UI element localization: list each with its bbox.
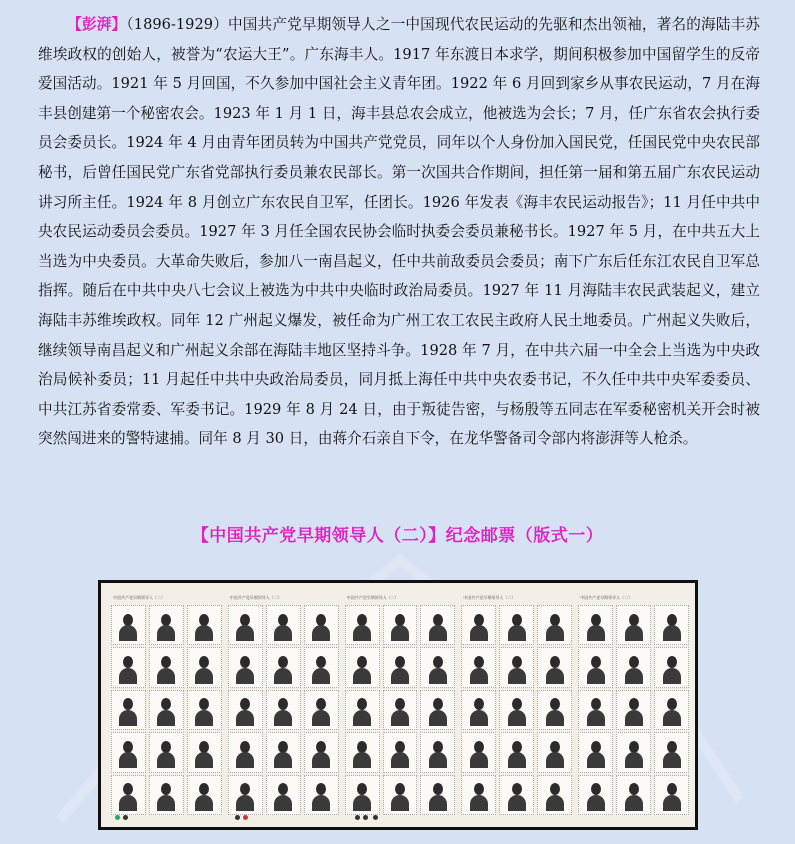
color-mark [123, 815, 128, 820]
pane-title: 中国共产党早期领导人（二） [463, 595, 516, 600]
stamp-portrait [616, 647, 651, 687]
stamp-portrait [461, 690, 496, 730]
pane-title: 中国共产党早期领导人（二） [580, 595, 633, 600]
stamp-portrait [654, 732, 689, 772]
stamp-portrait [499, 690, 534, 730]
stamp-portrait [537, 647, 572, 687]
stamp-sheet [111, 597, 689, 815]
stamp-portrait [578, 605, 613, 645]
biography-paragraph [38, 10, 760, 454]
stamp-portrait [304, 732, 339, 772]
stamp-portrait [420, 732, 455, 772]
stamp-pane [461, 597, 572, 815]
stamp-portrait [345, 775, 380, 815]
stamp-portrait [654, 605, 689, 645]
stamp-portrait [383, 605, 418, 645]
stamp-portrait [420, 647, 455, 687]
person-name: 【彭湃】 [67, 16, 127, 33]
stamp-portrait [420, 690, 455, 730]
stamp-portrait [461, 647, 496, 687]
stamp-portrait [578, 775, 613, 815]
stamp-portrait [111, 775, 146, 815]
stamp-portrait [266, 647, 301, 687]
stamp-portrait [111, 690, 146, 730]
sheet-color-marks [115, 815, 681, 821]
color-mark [243, 815, 248, 820]
stamp-portrait [187, 732, 222, 772]
stamp-portrait [654, 690, 689, 730]
stamp-portrait [187, 690, 222, 730]
stamp-portrait [228, 775, 263, 815]
stamp-portrait [616, 732, 651, 772]
stamp-portrait [149, 690, 184, 730]
stamp-pane [578, 597, 689, 815]
stamp-portrait [461, 775, 496, 815]
stamp-portrait [383, 647, 418, 687]
stamp-portrait [304, 647, 339, 687]
stamp-portrait [149, 775, 184, 815]
stamp-portrait [499, 732, 534, 772]
stamp-portrait [537, 775, 572, 815]
stamp-portrait [187, 647, 222, 687]
stamp-portrait [187, 775, 222, 815]
color-mark [235, 815, 240, 820]
stamp-portrait [578, 647, 613, 687]
stamp-portrait [616, 605, 651, 645]
stamp-portrait [537, 732, 572, 772]
stamp-sheet-image [98, 580, 698, 830]
stamp-portrait [111, 732, 146, 772]
stamp-portrait [345, 732, 380, 772]
stamp-portrait [149, 605, 184, 645]
pane-title: 中国共产党早期领导人（二） [113, 595, 165, 600]
stamp-portrait [578, 732, 613, 772]
color-mark [115, 815, 120, 820]
stamp-portrait [228, 647, 263, 687]
stamp-portrait [654, 647, 689, 687]
stamp-portrait [304, 775, 339, 815]
color-mark [355, 815, 360, 820]
stamp-portrait [499, 647, 534, 687]
stamp-portrait [345, 605, 380, 645]
stamp-pane [228, 597, 339, 815]
stamp-portrait [537, 605, 572, 645]
stamp-portrait [383, 732, 418, 772]
stamp-portrait [304, 690, 339, 730]
stamp-portrait [228, 732, 263, 772]
stamp-portrait [616, 690, 651, 730]
stamp-portrait [266, 775, 301, 815]
stamp-portrait [383, 690, 418, 730]
stamp-portrait [266, 605, 301, 645]
stamp-portrait [537, 690, 572, 730]
stamp-portrait [616, 775, 651, 815]
stamp-portrait [149, 647, 184, 687]
stamp-portrait [111, 647, 146, 687]
stamp-portrait [420, 775, 455, 815]
stamp-portrait [266, 732, 301, 772]
pane-title: 中国共产党早期领导人（二） [229, 595, 282, 600]
color-mark [373, 815, 378, 820]
stamp-portrait [420, 605, 455, 645]
stamp-pane [111, 597, 222, 815]
stamp-portrait [345, 647, 380, 687]
stamp-portrait [499, 775, 534, 815]
stamp-portrait [345, 690, 380, 730]
stamp-portrait [383, 775, 418, 815]
stamp-portrait [461, 732, 496, 772]
stamp-portrait [149, 732, 184, 772]
stamp-portrait [461, 605, 496, 645]
stamp-portrait [654, 775, 689, 815]
stamp-portrait [228, 690, 263, 730]
color-mark [363, 815, 368, 820]
stamp-portrait [187, 605, 222, 645]
stamp-portrait [228, 605, 263, 645]
pane-title: 中国共产党早期领导人（二） [346, 595, 399, 600]
stamp-portrait [304, 605, 339, 645]
stamp-caption: 【中国共产党早期领导人（二）】纪念邮票（版式一） [191, 526, 604, 546]
biography-text: （1896-1929）中国共产党早期领导人之一中国现代农民运动的先驱和杰出领袖，著名的海陆丰苏维埃政权的创始人，被誉为“农运大王”。广东海丰人。1917 年东渡日本求学，期间积极参加中国留学生的反帝爱国活动。1921 年 5 月回国，不久参加中国社会主义青年团。1922 年 6 月回到家乡从事农民运动，7 月在海丰县创建第一个秘密农会。1923 年 1 月 1 日，海丰县总农会成立，他被选为会长；7 月，任广东省农会执行委员会委员长。1924 年 4 月由青年团员转为中国共产党党员，同年以个人身份加入国民党，任国民党中央农民部秘书，后曾任国民党广东省党部执行委员兼农民部长。第一次国共合作期间，担任第一届和第五届广东农民运动讲习所主任。1924 年 8 月创立广东农民自卫军，任团长。1926 年发表《海丰农民运动报告》；11 月任中共中央农民运动委员会委员。1927 年 3 月任全国农民协会临时执委会委员兼秘书长。1927 年 5 月，在中共五大上当选为中央委员。大革命失败后，参加八一南昌起义，任中共前敌委员会委员；南下广东后任东江农民自卫军总指挥。随后在中共中央八七会议上被选为中共中央临时政治局委员。1927 年 11 月海陆丰农民武装起义，建立海陆丰苏维埃政权。同年 12 广州起义爆发，被任命为广州工农工农民主政府人民土地委员。广州起义失败后，继续领导南昌起义和广州起义余部在海陆丰地区坚持斗争。1928 年 7 月，在中共六届一中全会上当选为中央政治局候补委员；11 月起任中共中央政治局委员，同月抵上海任中共中央农委书记，不久任中共中央军委委员、中共江苏省委常委、军委书记。1929 年 8 月 24 日，由于叛徒告密，与杨殷等五同志在军委秘密机关开会时被突然闯进来的警特逮捕。同年 8 月 30 日，由蒋介石亲自下令，在龙华警备司令部内将澎湃等人枪杀。 [38, 16, 760, 448]
stamp-portrait [111, 605, 146, 645]
stamp-portrait [266, 690, 301, 730]
stamp-portrait [578, 690, 613, 730]
stamp-portrait [499, 605, 534, 645]
stamp-pane [345, 597, 456, 815]
